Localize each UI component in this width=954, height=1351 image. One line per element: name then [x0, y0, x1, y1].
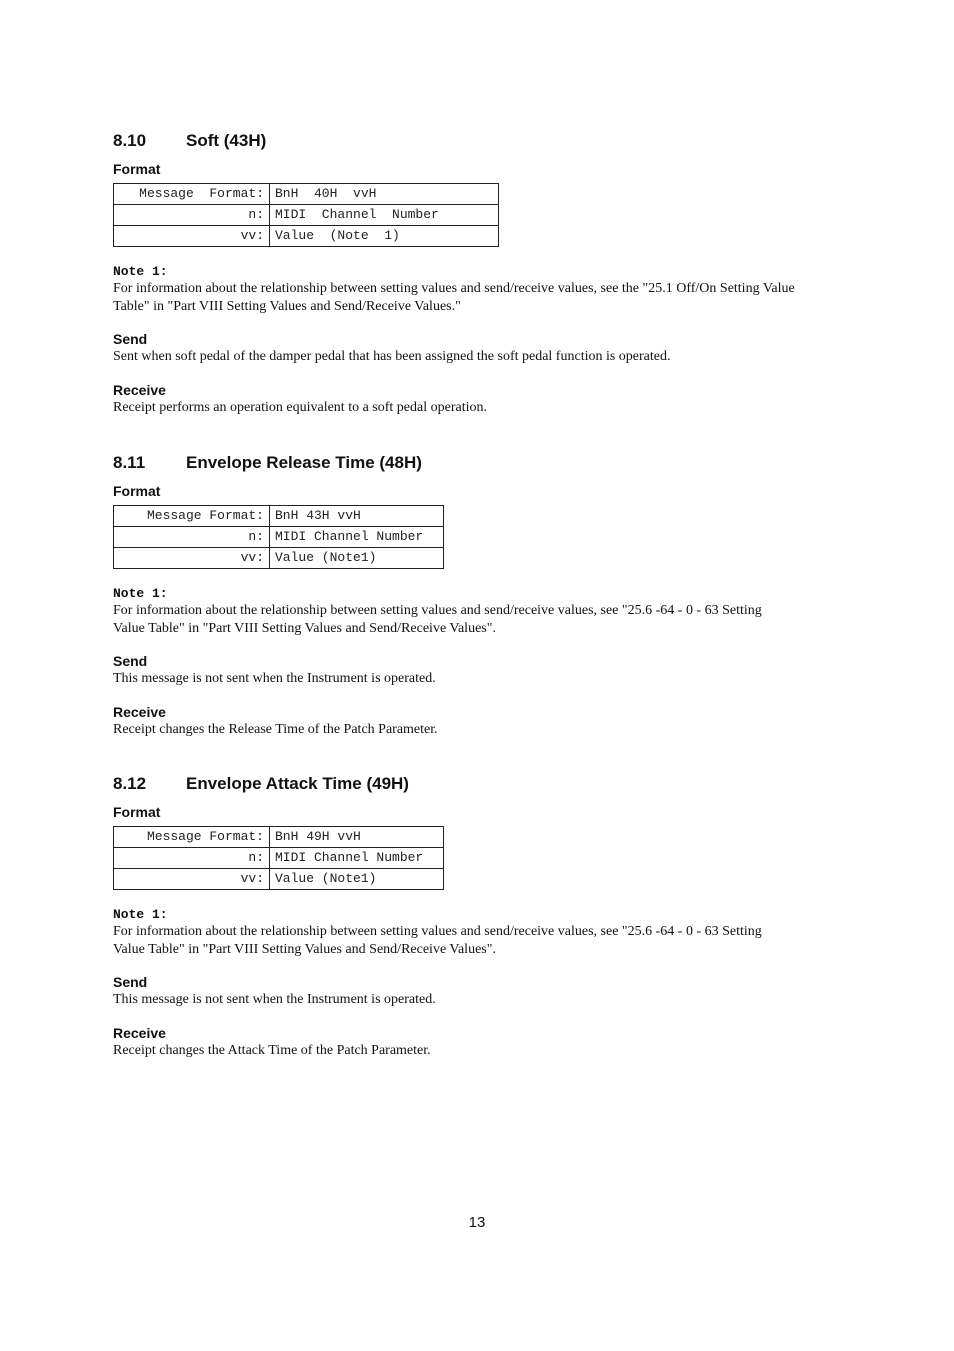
note-label: Note 1: [113, 264, 168, 279]
send-text: This message is not sent when the Instrument is operated. [113, 992, 436, 1007]
receive-text: Receipt changes the Release Time of the Patch Parameter. [113, 722, 438, 737]
table-label-cell: n: [114, 205, 270, 226]
note-text: For information about the relationship between setting values and send/receive values, see "25.6 -64 - 0 - 63 Setting Value Table" in "Part VIII Setting Values and Send/Receive Values". [113, 924, 762, 957]
table-row [114, 869, 444, 890]
format-heading: Format [113, 804, 161, 820]
table-label-cell: vv: [114, 869, 270, 890]
table-label-cell: Message Format: [114, 506, 270, 527]
table-row [114, 848, 444, 869]
note-text: For information about the relationship between setting values and send/receive values, see the "25.1 Off/On Setting Value Table" in "Part VIII Setting Values and Send/Receive Values." [113, 281, 795, 314]
format-table [113, 505, 444, 569]
table-label-cell: Message Format: [114, 184, 270, 205]
table-row [114, 205, 499, 226]
note-label: Note 1: [113, 586, 168, 601]
section-8-10 [113, 130, 813, 417]
receive-text: Receipt performs an operation equivalent to a soft pedal operation. [113, 400, 487, 415]
table-value-cell: Value (Note 1) [270, 226, 499, 247]
table-row [114, 527, 444, 548]
table-row [114, 184, 499, 205]
section-heading [113, 773, 813, 795]
receive-heading: Receive [113, 382, 166, 398]
note-text: For information about the relationship between setting values and send/receive values, see "25.6 -64 - 0 - 63 Setting Value Table" in "Part VIII Setting Values and Send/Receive Values". [113, 603, 762, 636]
receive-text: Receipt changes the Attack Time of the Patch Parameter. [113, 1043, 431, 1058]
section-title: Envelope Attack Time (49H) [186, 774, 409, 793]
send-heading: Send [113, 331, 148, 347]
table-row [114, 827, 444, 848]
page-number: 13 [468, 1214, 486, 1231]
table-value-cell: MIDI Channel Number [270, 527, 444, 548]
note-label: Note 1: [113, 907, 168, 922]
table-row [114, 226, 499, 247]
table-label-cell: n: [114, 848, 270, 869]
format-heading: Format [113, 161, 161, 177]
section-number: 8.11 [113, 453, 146, 472]
format-heading: Format [113, 483, 161, 499]
format-table [113, 183, 499, 247]
table-value-cell: MIDI Channel Number [270, 848, 444, 869]
section-title: Envelope Release Time (48H) [186, 453, 422, 472]
table-row [114, 548, 444, 569]
section-number: 8.10 [113, 131, 147, 150]
table-row [114, 506, 444, 527]
table-label-cell: n: [114, 527, 270, 548]
table-value-cell: BnH 49H vvH [270, 827, 444, 848]
table-value-cell: BnH 43H vvH [270, 506, 444, 527]
table-value-cell: MIDI Channel Number [270, 205, 499, 226]
section-8-11 [113, 452, 813, 739]
receive-heading: Receive [113, 704, 166, 720]
table-label-cell: Message Format: [114, 827, 270, 848]
table-label-cell: vv: [114, 548, 270, 569]
send-text: Sent when soft pedal of the damper pedal that has been assigned the soft pedal function is operated. [113, 349, 671, 364]
send-heading: Send [113, 653, 148, 669]
section-heading [113, 130, 813, 152]
table-label-cell: vv: [114, 226, 270, 247]
section-8-12 [113, 773, 813, 1060]
receive-heading: Receive [113, 1025, 166, 1041]
section-title: Soft (43H) [186, 131, 267, 150]
send-heading: Send [113, 974, 148, 990]
table-value-cell: BnH 40H vvH [270, 184, 499, 205]
send-text: This message is not sent when the Instrument is operated. [113, 671, 436, 686]
section-number: 8.12 [113, 774, 147, 793]
format-table [113, 826, 444, 890]
section-heading [113, 452, 813, 474]
table-value-cell: Value (Note1) [270, 869, 444, 890]
table-value-cell: Value (Note1) [270, 548, 444, 569]
